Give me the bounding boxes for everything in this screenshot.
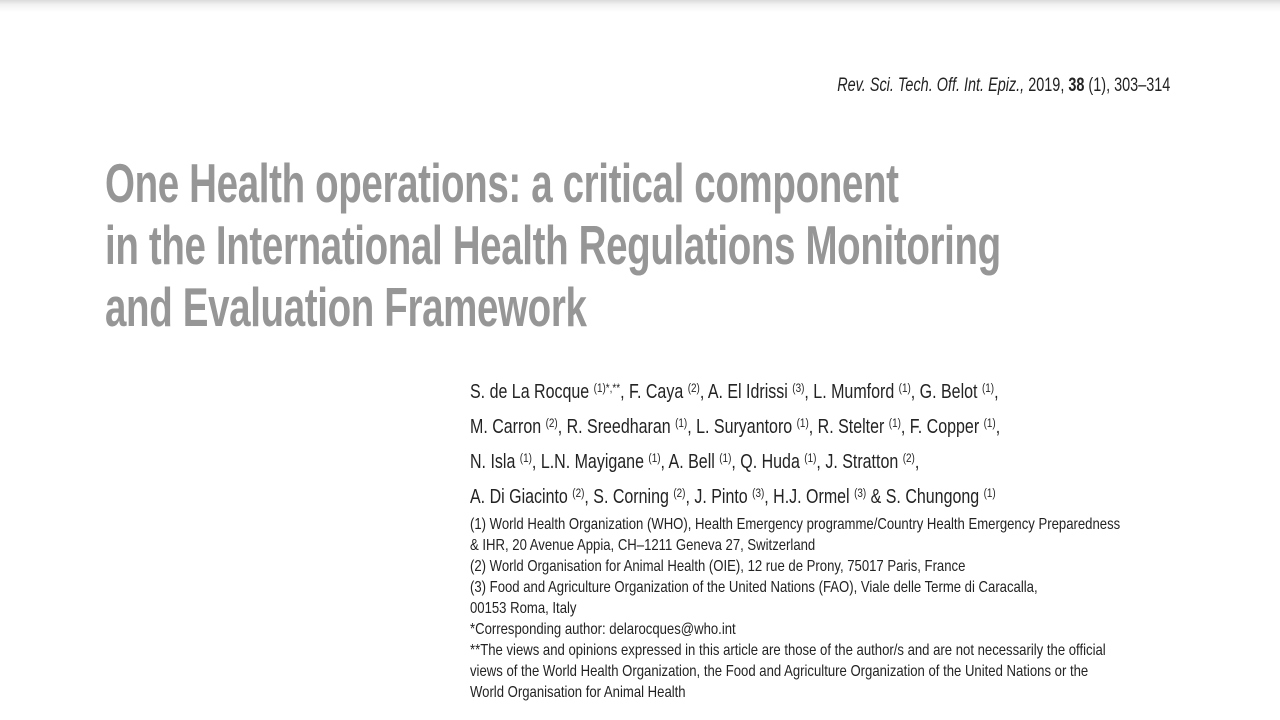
text-segment: , — [995, 415, 1001, 438]
superscript-note: (2) — [687, 381, 700, 395]
superscript-note: (3) — [752, 485, 765, 500]
superscript-note: (1) — [648, 450, 661, 465]
superscript-note: (2) — [902, 450, 915, 465]
text-segment: A. Di Giacinto — [470, 485, 573, 508]
text-line: *Corresponding author: delarocques@who.int — [470, 621, 736, 638]
text-segment: , L. Suryantoro — [687, 415, 797, 438]
text-segment: , R. Sreedharan — [557, 415, 676, 438]
text-segment: N. Isla — [470, 450, 520, 473]
text-segment: , F. Caya — [620, 380, 688, 403]
superscript-note: (1) — [888, 415, 901, 430]
text-segment: , H.J. Ormel — [764, 485, 855, 508]
superscript-note: (1) — [675, 415, 688, 430]
superscript-note: (1) — [898, 381, 911, 395]
text-segment: , S. Corning — [584, 485, 674, 508]
text-segment: 38 — [1068, 75, 1085, 96]
text-line: (1) World Health Organization (WHO), Health Emergency programme/Country Health Emergency Preparedness — [470, 516, 1121, 533]
superscript-note: (1) — [796, 415, 809, 430]
text-segment: S. de La Rocque — [470, 380, 594, 403]
author-list — [470, 373, 1000, 513]
superscript-note: (2) — [673, 485, 686, 500]
text-line: and Evaluation Framework — [105, 276, 587, 338]
text-segment: , G. Belot — [910, 380, 982, 403]
text-line: & IHR, 20 Avenue Appia, CH–1211 Geneva 27, Switzerland — [470, 537, 816, 554]
author-line — [470, 408, 1000, 443]
text-line: (2) World Organisation for Animal Health (OIE), 12 rue de Prony, 75017 Paris, France — [470, 558, 966, 575]
superscript-note: (1) — [804, 450, 817, 465]
author-line — [470, 443, 1000, 478]
text-line: World Organisation for Animal Health — [470, 684, 686, 701]
text-segment: , L. Mumford — [804, 380, 899, 403]
text-line: One Health operations: a critical component — [105, 152, 899, 214]
author-line — [470, 373, 1000, 408]
superscript-note: (2) — [572, 485, 585, 500]
affiliations-and-notes — [470, 514, 1120, 703]
text-segment: , J. Pinto — [685, 485, 753, 508]
superscript-note: (1) — [983, 485, 996, 500]
text-segment: & S. Chungong — [866, 485, 984, 508]
text-segment: , — [994, 380, 999, 403]
text-segment: Rev. Sci. Tech. Off. Int. Epiz., — [836, 75, 1024, 96]
text-segment: 2019, — [1023, 75, 1069, 96]
text-line: in the International Health Regulations Monitoring — [105, 214, 1001, 276]
text-line: views of the World Health Organization, the Food and Agriculture Organization of the United Nations or the — [470, 663, 1089, 680]
text-segment: M. Carron — [470, 415, 546, 438]
superscript-note: (1)*,** — [593, 381, 621, 395]
superscript-note: (2) — [545, 415, 558, 430]
page-top-shadow — [0, 0, 1280, 12]
superscript-note: (3) — [854, 485, 867, 500]
text-segment: (1), 303–314 — [1084, 75, 1170, 96]
superscript-note: (1) — [983, 415, 996, 430]
text-line: (3) Food and Agriculture Organization of the United Nations (FAO), Viale delle Terme di Caracalla, — [470, 579, 1038, 596]
text-segment: , R. Stelter — [808, 415, 889, 438]
author-line — [470, 478, 1000, 513]
superscript-note: (3) — [792, 381, 805, 395]
text-line: 00153 Roma, Italy — [470, 600, 577, 617]
superscript-note: (1) — [519, 450, 532, 465]
text-segment: , A. Bell — [660, 450, 720, 473]
text-segment: , — [914, 450, 920, 473]
text-segment: , L.N. Mayigane — [531, 450, 649, 473]
text-line: **The views and opinions expressed in this article are those of the author/s and are not necessarily the official — [470, 642, 1106, 659]
journal-citation — [837, 74, 1170, 97]
superscript-note: (1) — [719, 450, 732, 465]
text-segment: , A. El Idrissi — [699, 380, 793, 403]
text-segment: , Q. Huda — [731, 450, 805, 473]
text-segment: , J. Stratton — [816, 450, 903, 473]
article-title — [105, 152, 1001, 338]
superscript-note: (1) — [981, 381, 995, 395]
text-segment: , F. Copper — [900, 415, 984, 438]
